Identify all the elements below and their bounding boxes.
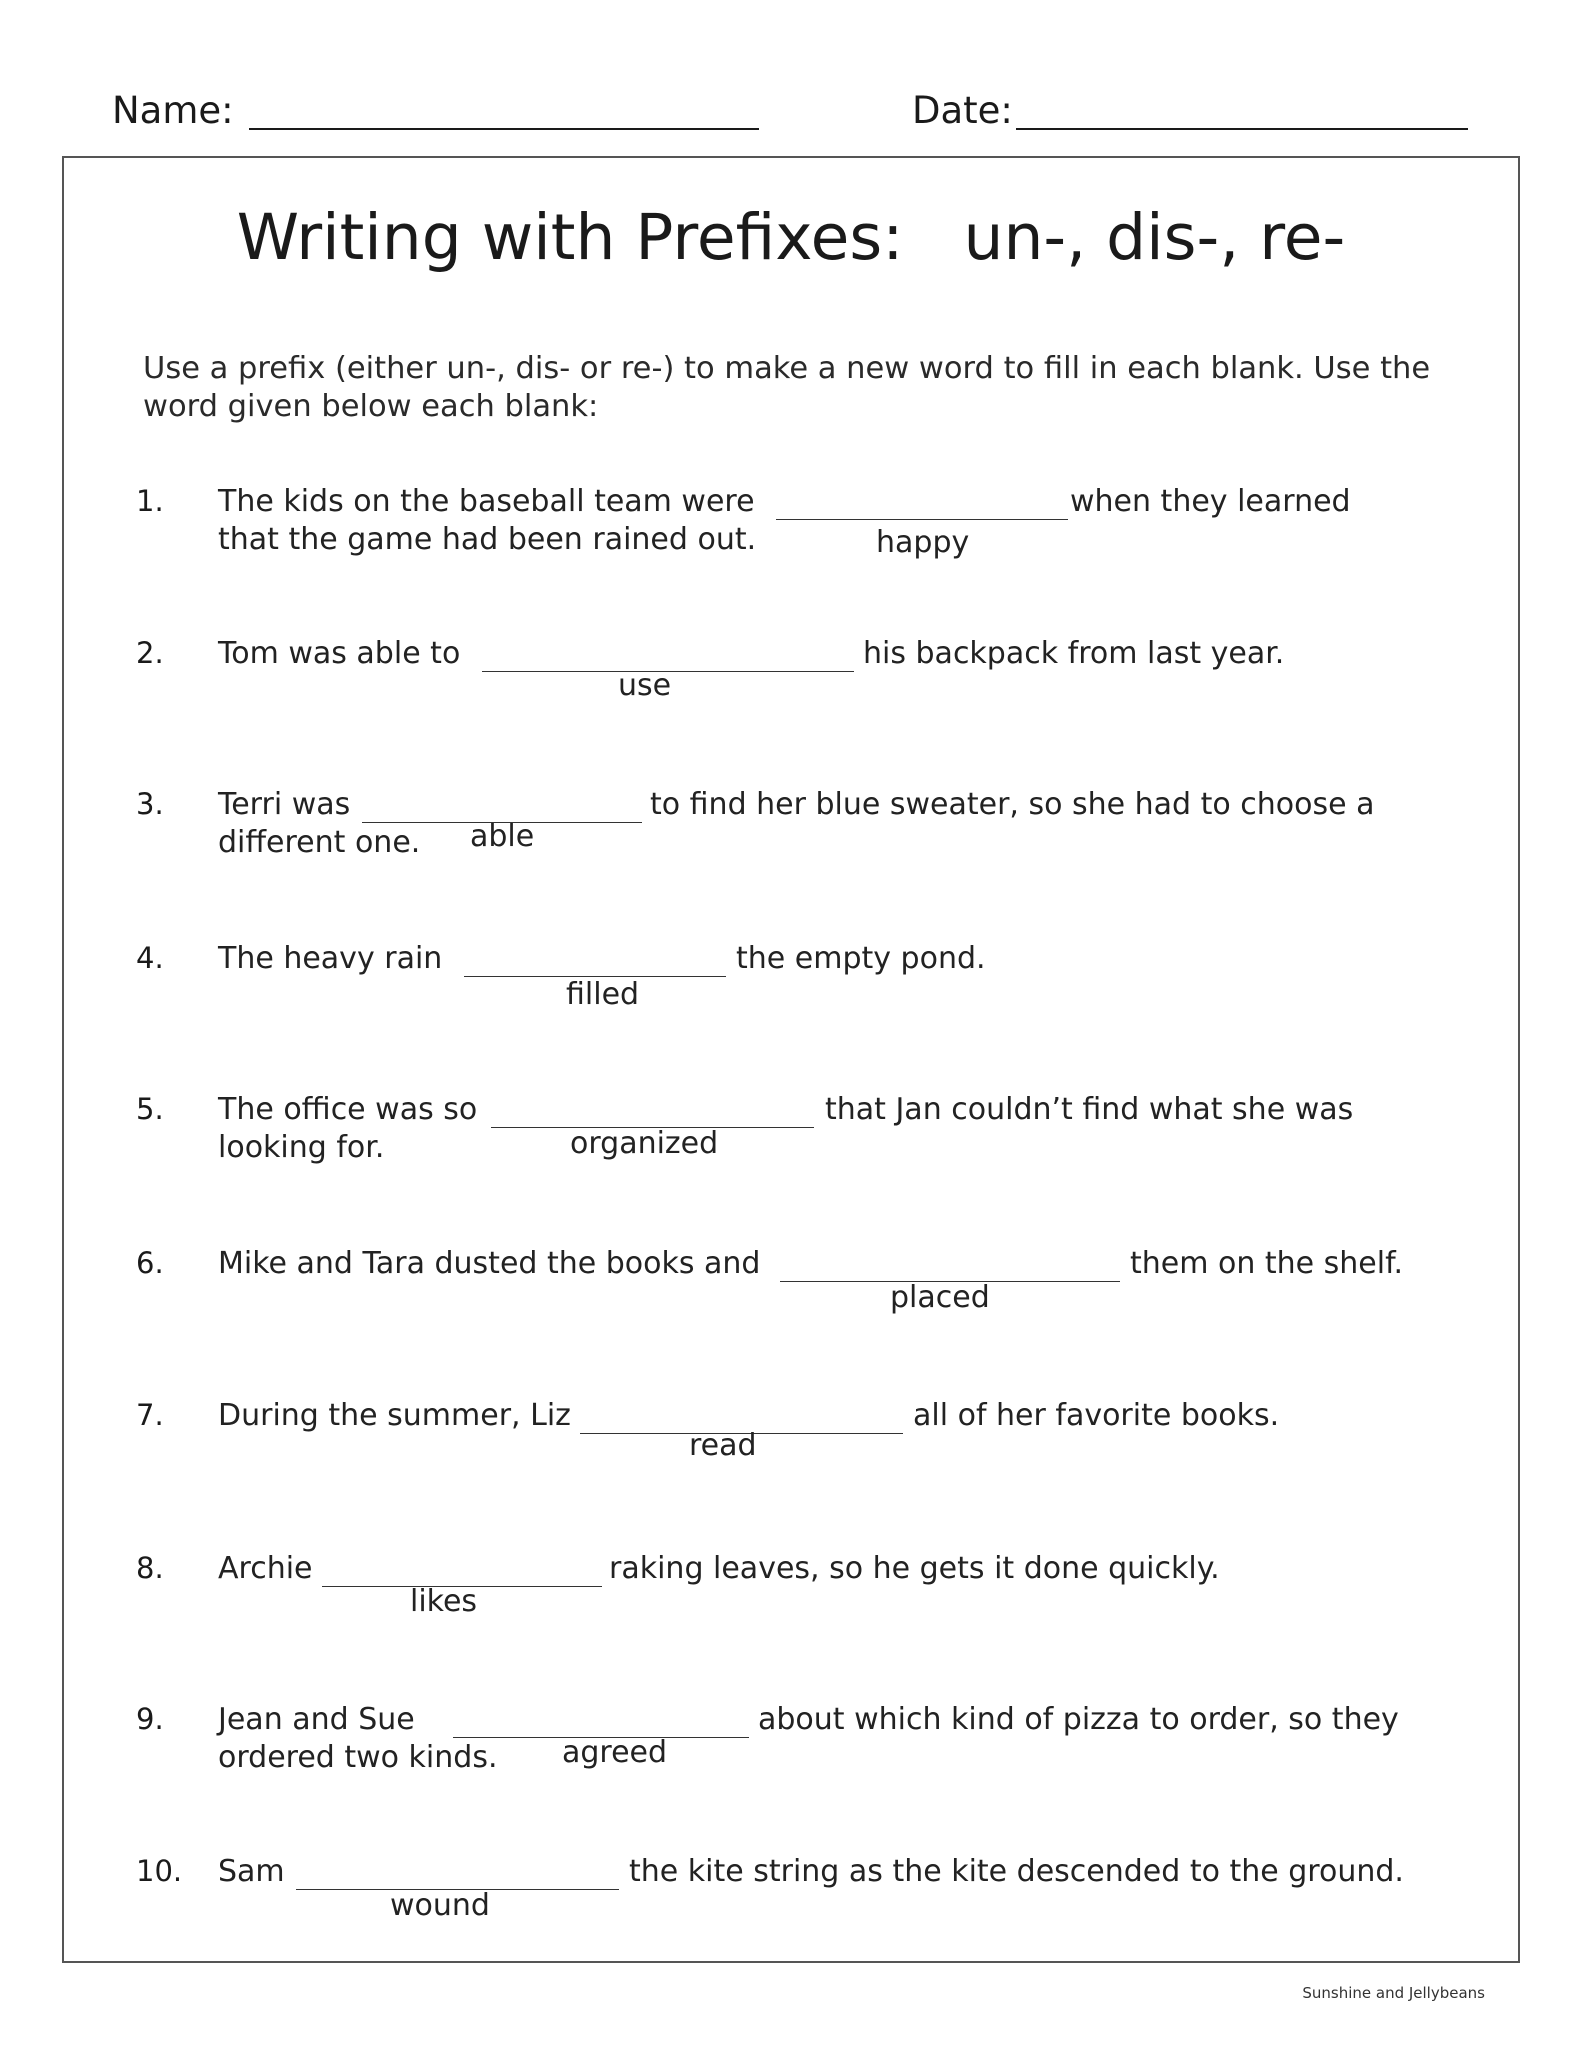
date-label: Date: <box>912 89 1013 132</box>
question-number: 6. <box>136 1246 164 1280</box>
date-field[interactable] <box>1016 128 1468 130</box>
question-item <box>0 1853 1588 2003</box>
question-item <box>0 1550 1588 1700</box>
question-number: 4. <box>136 941 164 975</box>
footer-credit: Sunshine and Jellybeans <box>1302 1984 1485 2002</box>
question-text-before: The office was so <box>218 1092 478 1127</box>
question-text-after: his backpack from last year. <box>863 636 1285 671</box>
base-word: agreed <box>562 1735 668 1770</box>
answer-blank[interactable] <box>776 519 1068 520</box>
question-text-after: raking leaves, so he gets it done quickly. <box>609 1551 1220 1586</box>
base-word: happy <box>876 525 970 560</box>
question-text-after: them on the shelf. <box>1130 1246 1404 1281</box>
question-item <box>0 1701 1588 1851</box>
question-text-line2: looking for. <box>218 1130 385 1165</box>
question-item <box>0 1245 1588 1395</box>
base-word: likes <box>410 1584 478 1619</box>
question-text-after: the empty pond. <box>736 941 986 976</box>
base-word: use <box>618 668 672 703</box>
question-number: 5. <box>136 1092 164 1126</box>
question-item <box>0 940 1588 1090</box>
question-number: 3. <box>136 787 164 821</box>
question-text-line2: that the game had been rained out. <box>218 522 757 557</box>
question-item <box>0 1091 1588 1241</box>
question-text-before: During the summer, Liz <box>218 1398 571 1433</box>
question-text-before: Sam <box>218 1854 285 1889</box>
question-item <box>0 786 1588 936</box>
base-word: placed <box>890 1280 990 1315</box>
question-text-after: to find her blue sweater, so she had to choose a <box>650 787 1375 822</box>
question-number: 9. <box>136 1702 164 1736</box>
question-text-before: The kids on the baseball team were <box>218 484 755 519</box>
question-item <box>0 1397 1588 1547</box>
question-text-before: The heavy rain <box>218 941 443 976</box>
question-text-line2: ordered two kinds. <box>218 1740 498 1775</box>
question-text-before: Archie <box>218 1551 313 1586</box>
question-number: 8. <box>136 1551 164 1585</box>
question-text-before: Tom was able to <box>218 636 461 671</box>
question-text-after: the kite string as the kite descended to the ground. <box>629 1854 1404 1889</box>
question-text-after: about which kind of pizza to order, so they <box>758 1702 1399 1737</box>
base-word: organized <box>570 1126 719 1161</box>
question-item <box>0 483 1588 633</box>
base-word: wound <box>390 1888 490 1923</box>
question-number: 2. <box>136 636 164 670</box>
name-field[interactable] <box>249 128 759 130</box>
question-text-before: Mike and Tara dusted the books and <box>218 1246 761 1281</box>
question-text-before: Terri was <box>218 787 351 822</box>
base-word: able <box>470 819 535 854</box>
page-title: Writing with Prefixes: un-, dis-, re- <box>236 201 1346 274</box>
question-text-line2: different one. <box>218 825 421 860</box>
question-text-after: all of her favorite books. <box>913 1398 1280 1433</box>
question-text-after: when they learned <box>1070 484 1351 519</box>
question-number: 10. <box>136 1854 183 1888</box>
base-word: filled <box>566 977 640 1012</box>
question-item <box>0 635 1588 785</box>
base-word: read <box>689 1428 757 1463</box>
question-text-before: Jean and Sue <box>218 1702 415 1737</box>
instructions: Use a prefix (either un-, dis- or re-) to make a new word to fill in each blank. Use the word given below each blank: <box>143 351 1431 424</box>
question-number: 7. <box>136 1398 164 1432</box>
question-number: 1. <box>136 484 164 518</box>
name-label: Name: <box>112 89 234 132</box>
question-text-after: that Jan couldn’t find what she was <box>825 1092 1354 1127</box>
